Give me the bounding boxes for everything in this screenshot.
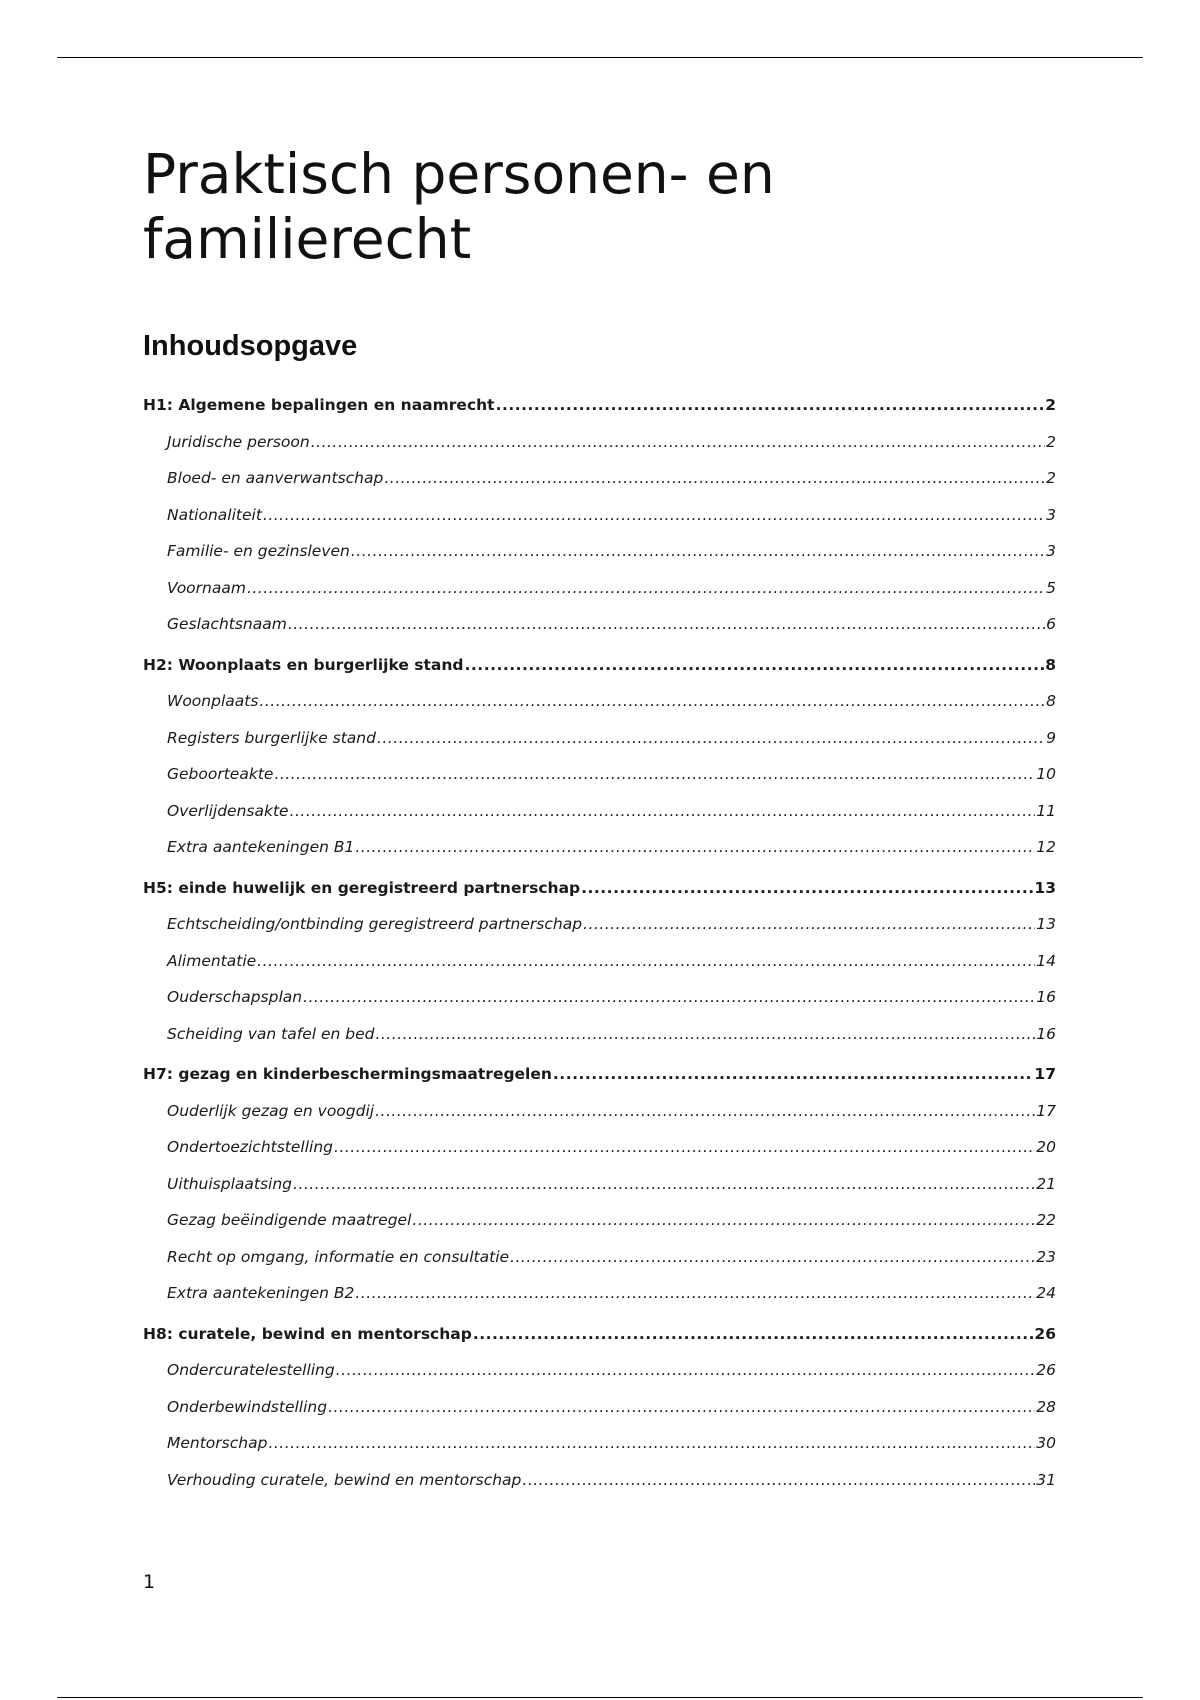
toc-entry-label: Extra aantekeningen B1 xyxy=(167,838,355,856)
toc-entry-page: 12 xyxy=(1036,838,1056,856)
toc-dot-leader xyxy=(581,870,1033,907)
toc-entry-page: 2 xyxy=(1045,396,1056,414)
toc-entry-label: Onderbewindstelling xyxy=(167,1397,328,1416)
toc-chapter-entry[interactable] xyxy=(143,1316,1056,1353)
toc-entry-label: Voornaam xyxy=(167,578,246,597)
toc-section-entry[interactable] xyxy=(143,1129,1056,1166)
toc-section-entry[interactable] xyxy=(143,1093,1056,1130)
toc-entry-page: 17 xyxy=(1034,1065,1056,1083)
toc-section-entry[interactable] xyxy=(143,683,1056,720)
toc-entry-page: 11 xyxy=(1036,801,1056,820)
toc-entry-page: 13 xyxy=(1036,915,1056,933)
toc-section-entry[interactable] xyxy=(143,1389,1056,1426)
toc-dot-leader xyxy=(257,943,1035,980)
toc-dot-leader xyxy=(355,1275,1035,1312)
toc-entry-label: Ondertoezichtstelling xyxy=(167,1138,334,1156)
toc-section-entry[interactable] xyxy=(143,1239,1056,1276)
toc-dot-leader xyxy=(412,1202,1035,1239)
toc-entry-label: Ouderlijk gezag en voogdij xyxy=(167,1101,375,1120)
toc-entry-page: 10 xyxy=(1036,765,1056,783)
toc-entry-page: 14 xyxy=(1036,951,1056,970)
toc-dot-leader xyxy=(311,424,1045,461)
toc-section-entry[interactable] xyxy=(143,1016,1056,1053)
toc-dot-leader xyxy=(375,1093,1035,1130)
toc-dot-leader xyxy=(303,979,1035,1016)
toc-entry-label: Ouderschapsplan xyxy=(167,988,303,1006)
toc-section-entry[interactable] xyxy=(143,829,1056,866)
table-of-contents xyxy=(143,387,1056,1502)
toc-dot-leader xyxy=(334,1129,1035,1166)
toc-entry-page: 6 xyxy=(1046,615,1056,633)
toc-entry-label: Scheiding van tafel en bed xyxy=(167,1024,375,1043)
toc-dot-leader xyxy=(268,1425,1035,1462)
toc-dot-leader xyxy=(293,1166,1035,1203)
toc-chapter xyxy=(143,387,1056,643)
toc-entry-label: Juridische persoon xyxy=(167,432,310,451)
toc-section-entry[interactable] xyxy=(143,497,1056,534)
toc-section-entry[interactable] xyxy=(143,943,1056,980)
toc-entry-page: 2 xyxy=(1046,432,1056,451)
toc-dot-leader xyxy=(510,1239,1035,1276)
toc-chapter-entry[interactable] xyxy=(143,647,1056,684)
toc-entry-label: Recht op omgang, informatie en consultatie xyxy=(167,1247,510,1266)
header-rule xyxy=(57,57,1143,58)
toc-entry-page: 16 xyxy=(1036,1024,1056,1043)
page-number: 1 xyxy=(143,1571,156,1593)
toc-section-entry[interactable] xyxy=(143,460,1056,497)
toc-dot-leader xyxy=(247,570,1045,607)
toc-entry-label: H8: curatele, bewind en mentorschap xyxy=(143,1324,472,1343)
toc-chapter-entry[interactable] xyxy=(143,1056,1056,1093)
toc-dot-leader xyxy=(351,533,1045,570)
toc-entry-page: 8 xyxy=(1045,655,1056,674)
toc-entry-page: 16 xyxy=(1036,988,1056,1006)
toc-entry-label: H2: Woonplaats en burgerlijke stand xyxy=(143,655,464,674)
toc-dot-leader xyxy=(496,387,1045,424)
toc-section-entry[interactable] xyxy=(143,793,1056,830)
toc-chapter-entry[interactable] xyxy=(143,387,1056,424)
toc-dot-leader xyxy=(336,1352,1036,1389)
toc-section-entry[interactable] xyxy=(143,606,1056,643)
toc-entry-page: 17 xyxy=(1036,1101,1056,1120)
toc-chapter xyxy=(143,1316,1056,1499)
toc-entry-label: Bloed- en aanverwantschap xyxy=(167,469,384,487)
toc-entry-page: 28 xyxy=(1036,1397,1056,1416)
toc-entry-label: Gezag beëindigende maatregel xyxy=(167,1211,412,1229)
toc-entry-page: 9 xyxy=(1046,728,1056,747)
toc-entry-label: Overlijdensakte xyxy=(167,801,289,820)
toc-section-entry[interactable] xyxy=(143,1202,1056,1239)
toc-entry-label: Familie- en gezinsleven xyxy=(167,542,350,560)
toc-entry-page: 21 xyxy=(1036,1174,1056,1193)
toc-entry-label: Verhouding curatele, bewind en mentorschap xyxy=(167,1470,522,1489)
toc-chapter-entry[interactable] xyxy=(143,870,1056,907)
toc-section-entry[interactable] xyxy=(143,906,1056,943)
toc-entry-label: H7: gezag en kinderbeschermingsmaatregelen xyxy=(143,1065,552,1083)
toc-entry-page: 13 xyxy=(1034,878,1056,897)
toc-entry-label: Uithuisplaatsing xyxy=(167,1174,293,1193)
toc-section-entry[interactable] xyxy=(143,1462,1056,1499)
toc-dot-leader xyxy=(465,647,1045,684)
toc-section-entry[interactable] xyxy=(143,720,1056,757)
toc-entry-page: 20 xyxy=(1036,1138,1056,1156)
toc-dot-leader xyxy=(288,606,1045,643)
toc-entry-label: Geslachtsnaam xyxy=(167,615,287,633)
toc-section-entry[interactable] xyxy=(143,424,1056,461)
toc-entry-page: 31 xyxy=(1036,1470,1056,1489)
toc-entry-label: Echtscheiding/ontbinding geregistreerd partnerschap xyxy=(167,915,583,933)
toc-entry-label: Geboorteakte xyxy=(167,765,274,783)
toc-entry-label: Registers burgerlijke stand xyxy=(167,728,376,747)
toc-dot-leader xyxy=(376,1016,1036,1053)
toc-dot-leader xyxy=(290,793,1036,830)
toc-entry-label: H1: Algemene bepalingen en naamrecht xyxy=(143,396,495,414)
toc-entry-page: 3 xyxy=(1046,505,1056,524)
toc-section-entry[interactable] xyxy=(143,533,1056,570)
toc-entry-label: Mentorschap xyxy=(167,1434,268,1452)
toc-dot-leader xyxy=(522,1462,1035,1499)
toc-entry-page: 22 xyxy=(1036,1211,1056,1229)
toc-dot-leader xyxy=(274,756,1035,793)
toc-entry-label: Alimentatie xyxy=(167,951,257,970)
toc-dot-leader xyxy=(384,460,1045,497)
toc-section-entry[interactable] xyxy=(143,1275,1056,1312)
toc-entry-label: H5: einde huwelijk en geregistreerd partnerschap xyxy=(143,878,581,897)
toc-entry-page: 24 xyxy=(1036,1284,1056,1302)
toc-dot-leader xyxy=(377,720,1045,757)
toc-section-entry[interactable] xyxy=(143,1352,1056,1389)
toc-entry-page: 5 xyxy=(1046,578,1056,597)
toc-dot-leader xyxy=(583,906,1035,943)
toc-dot-leader xyxy=(553,1056,1034,1093)
toc-entry-label: Nationaliteit xyxy=(167,505,262,524)
toc-section-entry[interactable] xyxy=(143,1166,1056,1203)
toc-dot-leader xyxy=(355,829,1035,866)
toc-dot-leader xyxy=(328,1389,1035,1426)
toc-section-entry[interactable] xyxy=(143,570,1056,607)
toc-entry-label: Ondercuratelestelling xyxy=(167,1361,335,1379)
toc-entry-label: Extra aantekeningen B2 xyxy=(167,1284,355,1302)
toc-entry-label: Woonplaats xyxy=(167,692,259,710)
toc-entry-page: 8 xyxy=(1046,692,1056,710)
toc-section-entry[interactable] xyxy=(143,1425,1056,1462)
toc-section-entry[interactable] xyxy=(143,979,1056,1016)
toc-chapter xyxy=(143,1056,1056,1312)
toc-dot-leader xyxy=(473,1316,1034,1353)
toc-heading: Inhoudsopgave xyxy=(143,330,358,362)
toc-dot-leader xyxy=(263,497,1045,534)
footer-rule xyxy=(57,1697,1143,1698)
document-title: Praktisch personen- en familierecht xyxy=(143,142,775,271)
toc-chapter xyxy=(143,870,1056,1053)
toc-entry-page: 23 xyxy=(1036,1247,1056,1266)
toc-chapter xyxy=(143,647,1056,866)
toc-entry-page: 2 xyxy=(1046,469,1056,487)
toc-entry-page: 26 xyxy=(1034,1324,1056,1343)
toc-entry-page: 3 xyxy=(1046,542,1056,560)
toc-dot-leader xyxy=(259,683,1045,720)
toc-entry-page: 26 xyxy=(1036,1361,1056,1379)
toc-entry-page: 30 xyxy=(1036,1434,1056,1452)
toc-section-entry[interactable] xyxy=(143,756,1056,793)
